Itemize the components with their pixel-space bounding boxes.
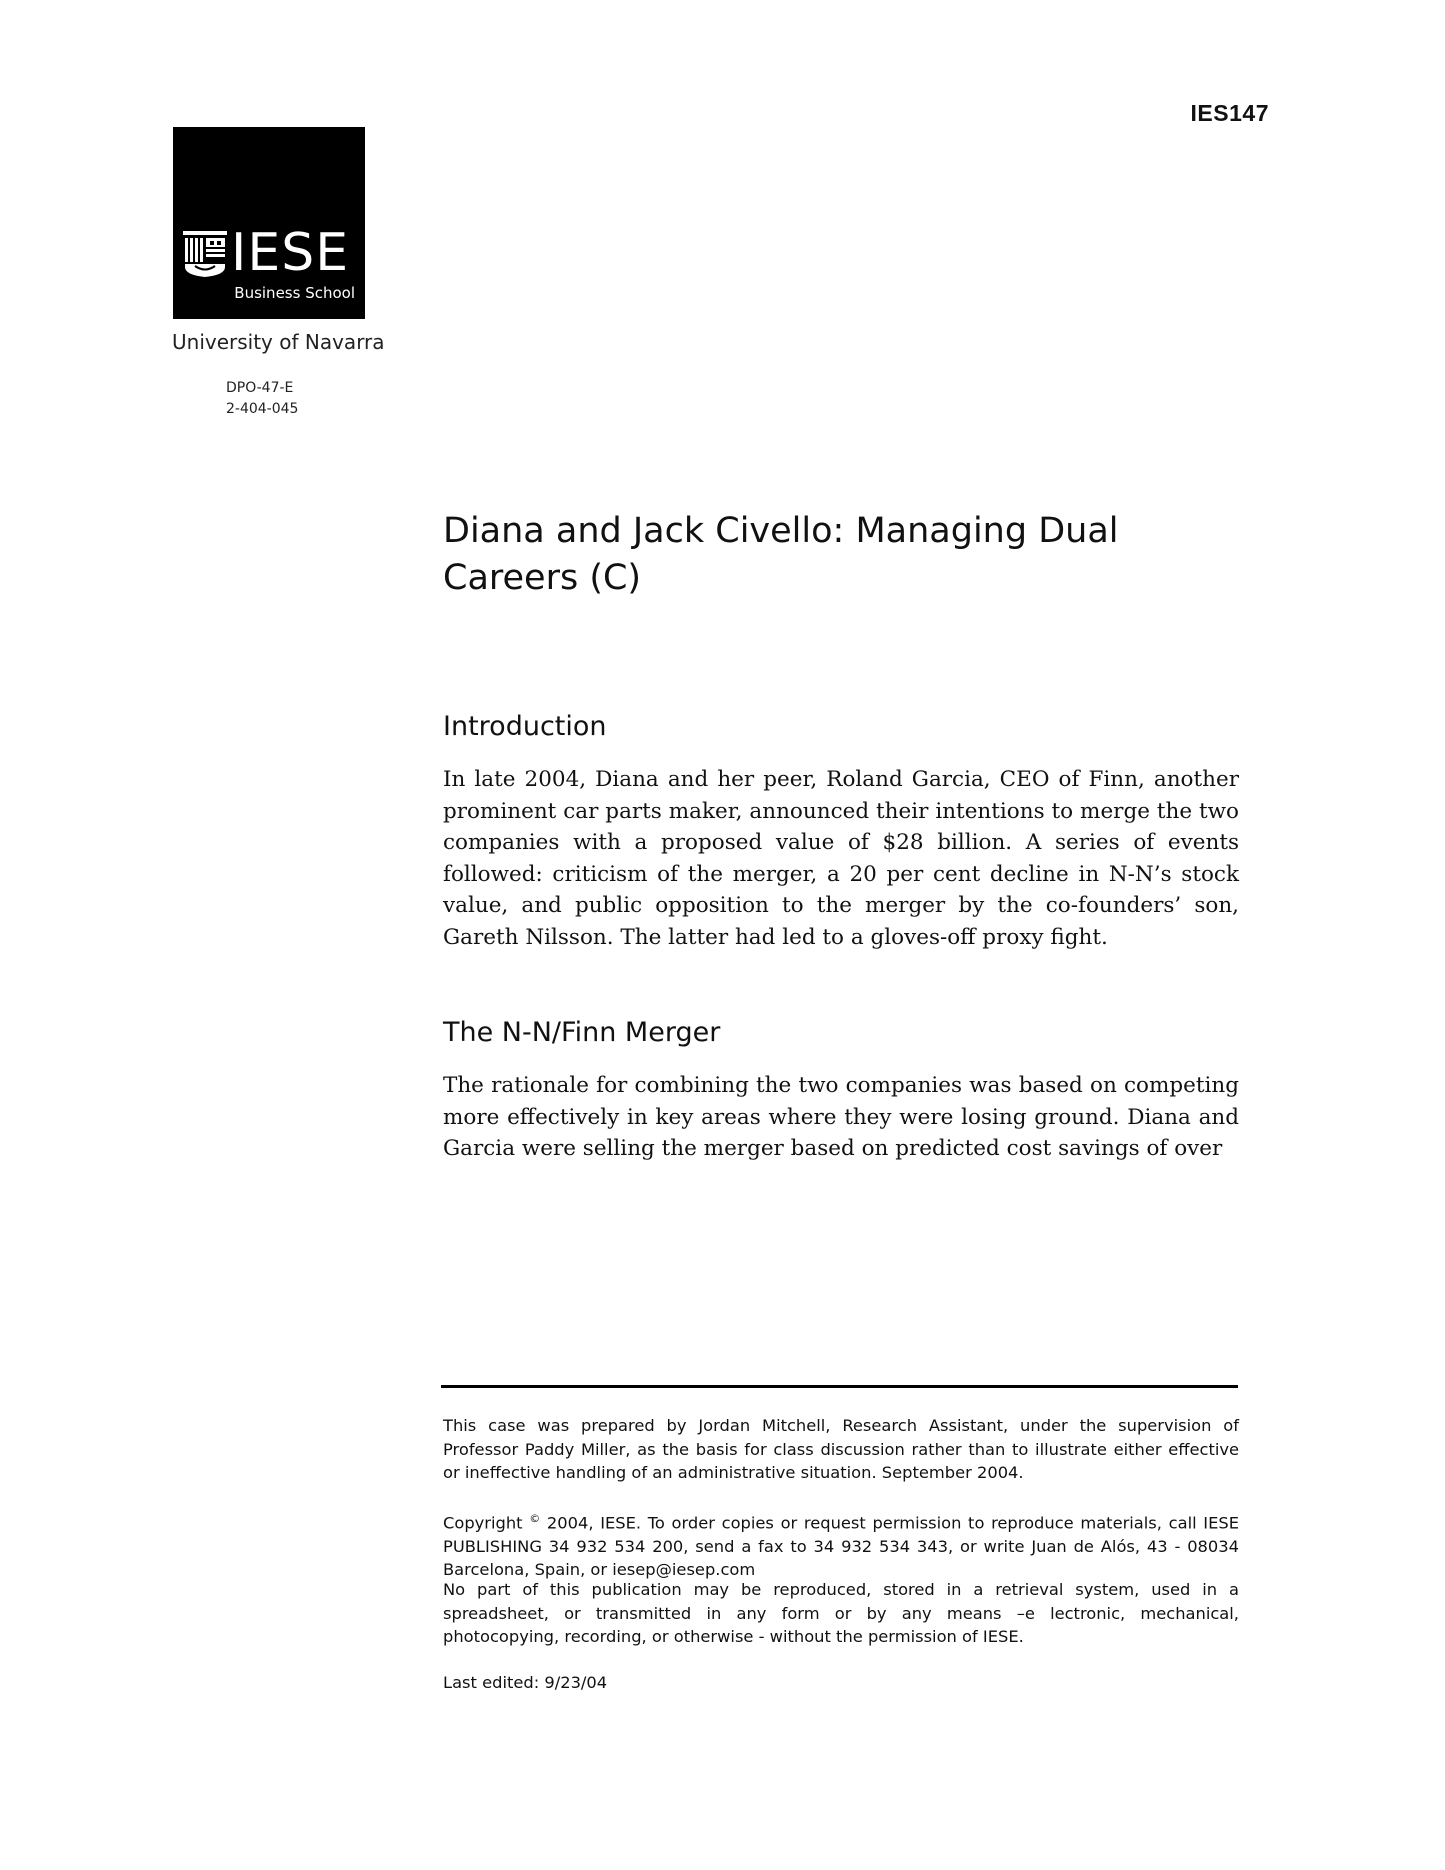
footnote-copyright bbox=[443, 1507, 1239, 1582]
copyright-text: 2004, IESE. To order copies or request permission to reproduce materials, call IESE PUBLISHING 34 932 534 200, send a fax to 34 932 534 343, or write Juan de Alós, 43 - 08034 Barcelona, Spain, or iesep@iesep.com bbox=[443, 1513, 1239, 1580]
copyright-prefix: Copyright bbox=[443, 1513, 530, 1533]
section-heading-introduction: Introduction bbox=[443, 711, 607, 742]
document-code-1: DPO-47-E bbox=[226, 380, 294, 396]
footnote-divider bbox=[441, 1385, 1238, 1388]
document-codes bbox=[226, 378, 298, 420]
case-code: IES147 bbox=[1190, 100, 1269, 126]
footnote-last-edited: Last edited: 9/23/04 bbox=[443, 1673, 608, 1692]
footnote-prepared-by: This case was prepared by Jordan Mitchell, Research Assistant, under the supervision of Professor Paddy Miller, as the basis for class discussion rather than to illustrate either effective or ineffective handling of an administrative situation. September 2004. bbox=[443, 1416, 1239, 1482]
iese-logo bbox=[173, 127, 365, 319]
section-body-introduction: In late 2004, Diana and her peer, Roland Garcia, CEO of Finn, another prominent car parts maker, announced their intentions to merge the two companies with a proposed value of $28 billion. A series of events followed: criticism of the merger, a 20 per cent decline in N-N’s stock value, and public opposition to the merger by the co-founders’ son, Gareth Nilsson. The latter had led to a gloves-off proxy fight. bbox=[443, 767, 1239, 950]
logo-wordmark: IESE bbox=[231, 223, 350, 283]
footnote-rights: No part of this publication may be reproduced, stored in a retrieval system, used in a spreadsheet, or transmitted in any form or by any means –e lectronic, mechanical, photocopying, recording, or otherwise - without the permission of IESE. bbox=[443, 1580, 1239, 1646]
document-code-2: 2-404-045 bbox=[226, 401, 299, 417]
copyright-symbol: © bbox=[529, 1512, 541, 1525]
section-body-merger: The rationale for combining the two companies was based on competing more effectively in key areas where they were losing ground. Diana and Garcia were selling the merger based on predicted cost savings of over bbox=[443, 1073, 1239, 1161]
shield-icon bbox=[183, 231, 227, 277]
document-title: Diana and Jack Civello: Managing Dual Careers (C) bbox=[443, 511, 1119, 598]
section-heading-merger: The N-N/Finn Merger bbox=[443, 1017, 721, 1048]
logo-subtitle: Business School bbox=[234, 284, 355, 302]
university-name: University of Navarra bbox=[172, 330, 385, 354]
